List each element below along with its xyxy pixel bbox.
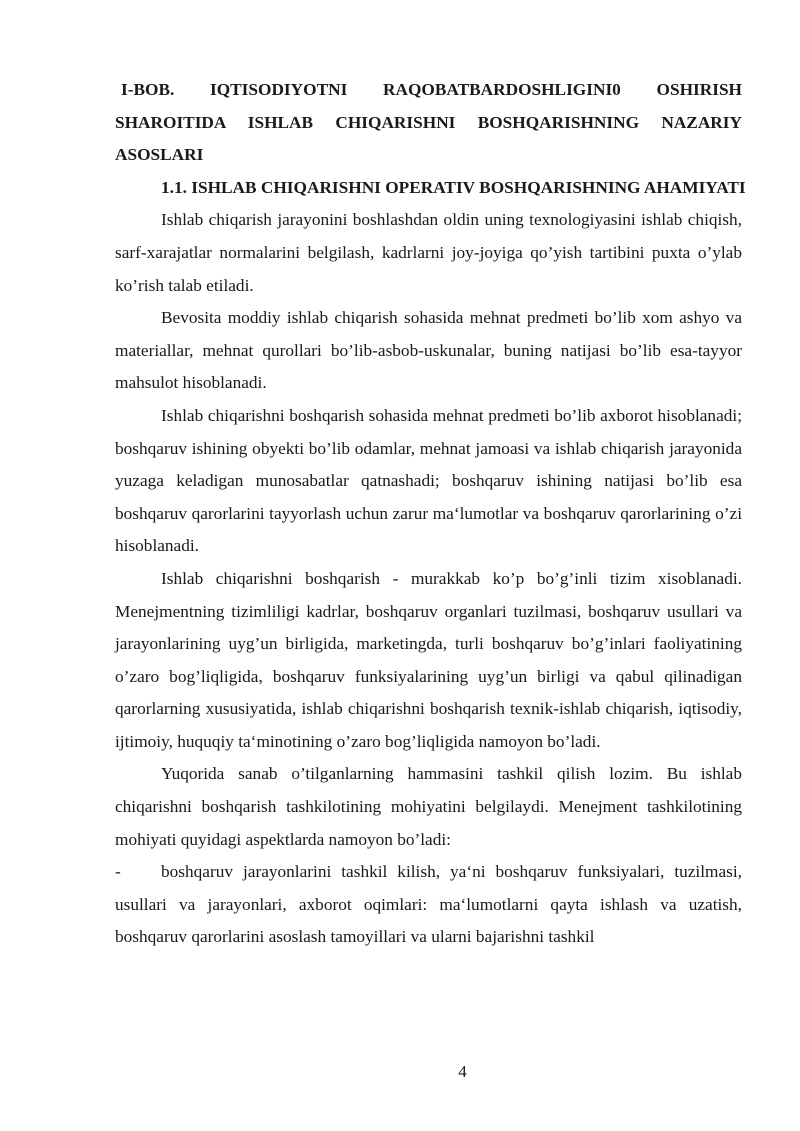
paragraph: Bevosita moddiy ishlab chiqarish sohasida mehnat predmeti bo’lib xom ashyo va materiallar, mehnat qurollari bo’lib-asbob-uskunalar, buning natijasi bo’lib esa-tayyor mahsulot hisoblanadi.	[115, 308, 742, 393]
list-item-text: boshqaruv jarayonlarini tashkil kilish, ya‘ni boshqaruv funksiyalari, tuzilmasi, usullari va jarayonlari, axborot oqimlari: ma‘lumotlarni qayta ishlash va uzatish, boshqaruv qarorlarini asoslash tamoyillari va ularni bajarishni tashkil	[115, 862, 742, 947]
paragraph: Ishlab chiqarishni boshqarish - murakkab ko’p bo’g’inli tizim xisoblanadi. Menejmentning tizimliligi kadrlar, boshqaruv organlari tuzilmasi, boshqaruv usullari va jarayonlarining uyg’un birligida, marketingda, turli boshqaruv bo’g’inlari faoliyatining o’zaro bog’liqligida, boshqaruv funksiyalarining uyg’un birligi va qabul qilinadigan qarorlarning xususiyatida, ishlab chiqarishni boshqarish texnik-ishlab chiqarish, iqtisodiy, ijtimoiy, huquqiy ta‘minotining o’zaro bog’liqligida namoyon bo’ladi.	[115, 568, 742, 751]
paragraph: Ishlab chiqarish jarayonini boshlashdan oldin uning texnologiyasini ishlab chiqish, sarf-xarajatlar normalarini belgilash, kadrlarni joy-joyiga qo’yish tartibini puxta o’ylab ko’rish talab etiladi.	[115, 210, 742, 295]
page-content	[115, 74, 746, 954]
section-title: 1.1. ISHLAB CHIQARISHNI OPERATIV BOSHQARISHNING AHAMIYATI	[161, 177, 746, 197]
page-number: 4	[458, 1062, 467, 1081]
chapter-title: I-BOB. IQTISODIYOTNI RAQOBATBARDOSHLIGINI0 OSHIRISH SHAROITIDA ISHLAB CHIQARISHNI BOSHQARISHNING NAZARIY ASOSLARI	[115, 80, 742, 165]
paragraph: Yuqorida sanab o’tilganlarning hammasini tashkil qilish lozim. Bu ishlab chiqarishni boshqarish tashkilotining mohiyatini belgilaydi. Menejment tashkilotining mohiyati quyidagi aspektlarda namoyon bo’ladi:	[115, 764, 742, 849]
list-dash-marker: -	[115, 862, 121, 882]
paragraph: Ishlab chiqarishni boshqarish sohasida mehnat predmeti bo’lib axborot hisoblanadi; boshqaruv ishining obyekti bo’lib odamlar, mehnat jamoasi va ishlab chiqarish jarayonida yuzaga keladigan munosabatlar qatnashadi; boshqaruv ishining natijasi bo’lib esa boshqaruv qarorlarini tayyorlash uchun zarur ma‘lumotlar va boshqaruv qarorlarining o’zi hisoblanadi.	[115, 405, 742, 556]
list-item	[115, 856, 742, 954]
